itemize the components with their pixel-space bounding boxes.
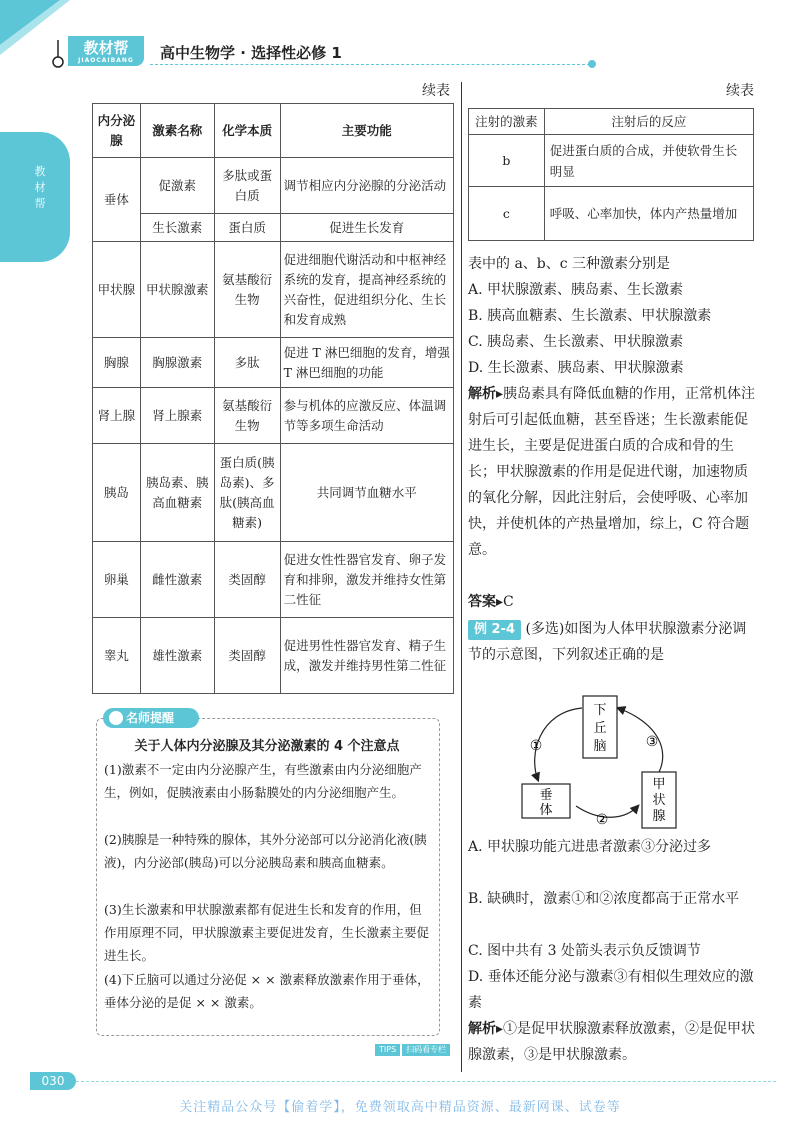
footer-watermark: 关注精品公众号【偷着学】，免费领取高中精品资源、最新网课、试卷等	[179, 1100, 621, 1115]
pituitary-char: 体	[539, 803, 553, 818]
cell-hormone: c	[469, 187, 545, 241]
tips-label: TIPS	[375, 1044, 400, 1056]
tip-paragraph: (4)下丘脑可以通过分泌促 × × 激素释放激素作用于垂体，垂体分泌的是促 × × 激素。	[104, 972, 430, 1010]
tip-paragraph: (2)胰腺是一种特殊的腺体，其外分泌部可以分泌消化液(胰液)，内分泌部(胰岛)可以分泌胰岛素和胰高血糖素。	[104, 832, 427, 870]
table-row	[93, 388, 454, 444]
cell-gland: 垂体	[93, 158, 141, 242]
header-injected: 注射的激素	[469, 109, 545, 135]
table-row	[93, 444, 454, 542]
triangle-icon: ▸	[496, 1021, 504, 1037]
logo-text: 教材帮	[83, 39, 129, 57]
header-nature: 化学本质	[214, 104, 280, 158]
option-b: B. 缺碘时，激素①和②浓度都高于正常水平	[468, 891, 740, 907]
hypothalamus-char: 脑	[593, 739, 607, 754]
answer	[468, 589, 758, 615]
cell-name: 生长激素	[140, 214, 214, 242]
tip-paragraph: (1)激素不一定由内分泌腺产生，有些激素由内分泌细胞产生，例如，促胰液素由小肠黏膜处的内分泌细胞产生。	[104, 762, 422, 800]
table-row	[93, 242, 454, 338]
cell-gland: 胸腺	[93, 338, 141, 388]
cell-nature: 蛋白质(胰岛素)、多肽(胰高血糖素)	[214, 444, 280, 542]
cell-nature: 类固醇	[214, 542, 280, 618]
tip-title: 关于人体内分泌腺及其分泌激素的 4 个注意点	[134, 739, 400, 754]
book-title: 高中生物学 · 选择性必修 1	[160, 44, 342, 62]
table-row	[93, 618, 454, 694]
analysis-label: 解析	[468, 1021, 496, 1037]
option-c: C. 图中共有 3 处箭头表示负反馈调节	[468, 943, 701, 959]
cell-function: 共同调节血糖水平	[280, 444, 453, 542]
cell-gland: 睾丸	[93, 618, 141, 694]
marker-2: ②	[595, 812, 609, 828]
thyroid-char: 状	[652, 793, 666, 808]
thyroid-regulation-diagram	[520, 694, 690, 830]
cell-function: 促进细胞代谢活动和中枢神经系统的发育，提高神经系统的兴奋性，促进组织分化、生长和发育成熟	[280, 242, 453, 338]
option-a: A. 甲状腺功能亢进患者激素③分泌过多	[468, 839, 712, 855]
cell-function: 促进男性性器官发育、精子生成，激发并维持男性第二性征	[280, 618, 453, 694]
table-row	[469, 187, 754, 241]
cell-reaction: 促进蛋白质的合成，并使软骨生长明显	[544, 135, 753, 187]
cell-gland: 甲状腺	[93, 242, 141, 338]
table-row	[93, 542, 454, 618]
analysis	[468, 1016, 758, 1068]
hormone-table	[92, 103, 454, 694]
tip-paragraph: (3)生长激素和甲状腺激素都有促进生长和发育的作用，但作用原理不同，甲状腺激素主要促进发育，生长激素主要促进生长。	[104, 902, 430, 963]
answer-label: 答案	[468, 594, 496, 610]
continued-label-right: 续表	[726, 83, 754, 99]
column-divider	[461, 82, 462, 1072]
example-badge: 例 2-4	[468, 620, 521, 640]
header-gland: 内分泌腺	[93, 104, 141, 158]
hypothalamus-char: 丘	[593, 721, 607, 736]
header-dot	[588, 60, 596, 68]
cell-nature: 类固醇	[214, 618, 280, 694]
cell-nature: 氨基酸衍生物	[214, 242, 280, 338]
cell-function: 促进生长发育	[280, 214, 453, 242]
side-tab-label: 教材帮	[34, 165, 46, 210]
cell-function: 调节相应内分泌腺的分泌活动	[280, 158, 453, 214]
table-row	[93, 338, 454, 388]
question-2	[468, 616, 758, 668]
option-d: D. 生长激素、胰岛素、甲状腺激素	[468, 360, 684, 376]
table-row	[93, 158, 454, 214]
footer-rule	[76, 1081, 776, 1082]
header-name: 激素名称	[140, 104, 214, 158]
tips-badge	[375, 1044, 452, 1056]
cell-function: 促进 T 淋巴细胞的发育，增强 T 淋巴细胞的功能	[280, 338, 453, 388]
cell-name: 促激素	[140, 158, 214, 214]
continued-label-left: 续表	[422, 83, 450, 99]
table-header-row	[469, 109, 754, 135]
hypothalamus-char: 下	[593, 703, 607, 718]
table-header-row	[93, 104, 454, 158]
cell-name: 雄性激素	[140, 618, 214, 694]
cell-name: 雌性激素	[140, 542, 214, 618]
header-function: 主要功能	[280, 104, 453, 158]
tips-sub: 扫码看专栏	[402, 1044, 450, 1056]
answer-value: C	[503, 594, 514, 610]
cell-gland: 卵巢	[93, 542, 141, 618]
cell-name: 胸腺激素	[140, 338, 214, 388]
question-stem: (多选)如图为人体甲状腺激素分泌调节的示意图，下列叙述正确的是	[468, 621, 747, 663]
triangle-icon: ▸	[496, 594, 504, 610]
cell-name: 甲状腺激素	[140, 242, 214, 338]
option-a: A. 甲状腺激素、胰岛素、生长激素	[468, 282, 684, 298]
cell-nature: 多肽或蛋白质	[214, 158, 280, 214]
tip-badge	[103, 708, 199, 728]
cell-gland: 肾上腺	[93, 388, 141, 444]
analysis-label: 解析	[468, 386, 496, 402]
thyroid-char: 腺	[652, 809, 666, 824]
pituitary-char: 垂	[539, 788, 553, 803]
option-d: D. 垂体还能分泌与激素③有相似生理效应的激素	[468, 969, 754, 1011]
marker-1: ①	[529, 738, 543, 754]
table-row	[93, 214, 454, 242]
analysis-text: ①是促甲状腺激素释放激素，②是促甲状腺激素，③是甲状腺激素。	[468, 1021, 756, 1063]
page-number: 030	[30, 1072, 76, 1090]
table-row	[469, 135, 754, 187]
cell-name: 肾上腺素	[140, 388, 214, 444]
cell-nature: 多肽	[214, 338, 280, 388]
question-stem: 表中的 a、b、c 三种激素分别是	[468, 256, 671, 272]
analysis	[468, 381, 758, 563]
bulb-icon	[109, 711, 123, 725]
thyroid-char: 甲	[652, 777, 666, 792]
cell-gland: 胰岛	[93, 444, 141, 542]
triangle-icon: ▸	[496, 386, 504, 402]
cell-reaction: 呼吸、心率加快，体内产热量增加	[544, 187, 753, 241]
logo-subtext: JIAOCAIBANG	[78, 57, 134, 64]
cell-hormone: b	[469, 135, 545, 187]
cell-function: 促进女性性器官发育、卵子发育和排卵，激发并维持女性第二性征	[280, 542, 453, 618]
cell-name: 胰岛素、胰高血糖素	[140, 444, 214, 542]
tip-badge-label: 名师提醒	[126, 711, 175, 725]
cell-nature: 蛋白质	[214, 214, 280, 242]
analysis-text: 胰岛素具有降低血糖的作用，正常机体注射后可引起低血糖，甚至昏迷；生长激素能促进生长，主要是促进蛋白质的合成和骨的生长；甲状腺激素的作用是促进代谢，加速物质的氧化分解，因此注射后，会使呼吸、心率加快，并使机体的产热量增加，综上，C 符合题意。	[468, 386, 756, 558]
cell-nature: 氨基酸衍生物	[214, 388, 280, 444]
option-c: C. 胰岛素、生长激素、甲状腺激素	[468, 334, 684, 350]
injection-table	[468, 108, 754, 241]
header-reaction: 注射后的反应	[544, 109, 753, 135]
option-b: B. 胰高血糖素、生长激素、甲状腺激素	[468, 308, 712, 324]
brand-logo	[68, 36, 144, 66]
header-rule	[150, 64, 590, 65]
cell-function: 参与机体的应激反应、体温调节等多项生命活动	[280, 388, 453, 444]
marker-3: ③	[645, 734, 659, 750]
